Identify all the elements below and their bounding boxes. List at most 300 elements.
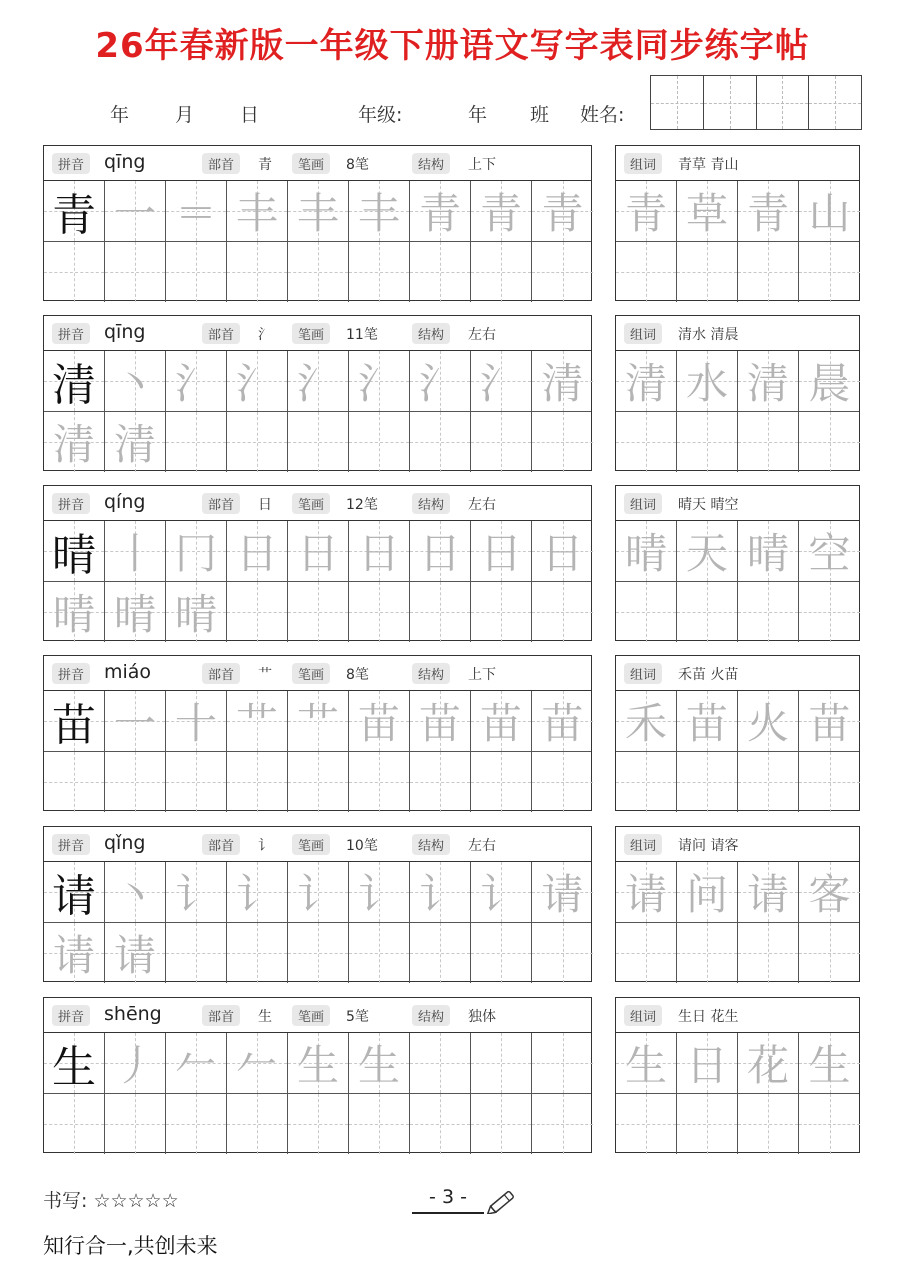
writing-cell[interactable] [105, 691, 166, 751]
writing-cell[interactable] [349, 923, 410, 983]
words-label: 组词 [624, 834, 662, 855]
name-label: 姓名: [580, 104, 625, 126]
word-writing-cell[interactable] [616, 412, 677, 472]
word-writing-row [616, 412, 859, 472]
word-writing-cell[interactable] [799, 923, 860, 983]
word-writing-cell[interactable] [616, 1094, 677, 1154]
word-writing-cell[interactable] [616, 923, 677, 983]
writing-grid [44, 1033, 591, 1154]
word-trace-character: 空 [808, 529, 851, 578]
writing-cell[interactable] [410, 691, 471, 751]
trace-character [532, 1033, 593, 1093]
motto-text: 知行合一,共创未来 [43, 1234, 218, 1258]
radical-label: 部首 [202, 663, 240, 684]
trace-character [44, 242, 104, 302]
word-writing-row [616, 582, 859, 642]
writing-cell[interactable] [44, 923, 105, 983]
structure-label: 结构 [412, 834, 450, 855]
writing-cell[interactable] [44, 752, 105, 812]
word-trace-character: 苗 [808, 699, 851, 748]
writing-cell[interactable] [44, 1033, 105, 1093]
character-info-bar [44, 656, 591, 691]
word-trace-character: 天 [685, 529, 728, 578]
pinyin-label: 拼音 [52, 834, 90, 855]
writing-cell[interactable] [471, 521, 532, 581]
writing-cell[interactable] [471, 242, 532, 302]
word-writing-cell[interactable] [677, 1094, 738, 1154]
word-trace-character: 花 [746, 1041, 789, 1090]
main-character: 青 [52, 190, 96, 241]
word-writing-cell[interactable] [738, 1033, 799, 1093]
structure-label: 结构 [412, 153, 450, 174]
name-cell[interactable] [651, 76, 704, 129]
word-trace-character: 清 [746, 359, 789, 408]
writing-cell[interactable] [227, 923, 288, 983]
word-writing-cell[interactable] [799, 1033, 860, 1093]
trace-character [288, 752, 348, 812]
word-writing-cell[interactable] [677, 351, 738, 411]
writing-cell[interactable] [227, 582, 288, 642]
word-writing-cell[interactable] [616, 862, 677, 922]
word-writing-cell[interactable] [738, 1094, 799, 1154]
writing-cell[interactable] [227, 1033, 288, 1093]
trace-character [410, 1094, 470, 1154]
trace-character: 青 [418, 189, 461, 238]
writing-cell[interactable] [532, 412, 593, 472]
word-trace-character: 请 [624, 870, 667, 919]
trace-character: 氵 [357, 359, 400, 408]
writing-cell[interactable] [44, 691, 105, 751]
trace-character: 生 [357, 1041, 400, 1090]
writing-cell[interactable] [532, 582, 593, 642]
strokes-value: 5笔 [346, 1009, 369, 1025]
writing-cell[interactable] [227, 691, 288, 751]
trace-character: 丰 [296, 189, 339, 238]
writing-cell[interactable] [349, 862, 410, 922]
writing-grid [44, 691, 591, 812]
strokes-value: 8笔 [346, 667, 369, 683]
strokes-value: 10笔 [346, 838, 378, 854]
writing-cell[interactable] [105, 1033, 166, 1093]
writing-cell[interactable] [44, 242, 105, 302]
writing-cell[interactable] [105, 862, 166, 922]
writing-row [44, 412, 591, 472]
writing-cell[interactable] [288, 181, 349, 241]
trace-character [471, 242, 531, 302]
writing-cell[interactable] [410, 1033, 471, 1093]
writing-cell[interactable] [349, 1094, 410, 1154]
character-info-bar [44, 486, 591, 521]
word-writing-cell[interactable] [616, 351, 677, 411]
writing-cell[interactable] [471, 752, 532, 812]
words-value: 晴天 晴空 [678, 497, 739, 513]
writing-row [44, 351, 591, 412]
writing-row [44, 242, 591, 302]
pinyin-value: shēng [104, 1003, 162, 1025]
pinyin-value: qīng [104, 321, 146, 343]
word-trace-character: 生 [624, 1041, 667, 1090]
name-grid[interactable] [650, 75, 862, 130]
word-writing-cell[interactable] [799, 582, 860, 642]
radical-label: 部首 [202, 1005, 240, 1026]
writing-cell[interactable] [227, 412, 288, 472]
writing-cell[interactable] [349, 412, 410, 472]
word-grid [616, 181, 859, 302]
radical-value: 日 [258, 497, 272, 513]
word-grid [616, 351, 859, 472]
radical-value: 生 [258, 1009, 272, 1025]
radical-label: 部首 [202, 323, 240, 344]
word-writing-cell[interactable] [799, 351, 860, 411]
word-writing-row [616, 862, 859, 923]
word-writing-cell[interactable] [799, 691, 860, 751]
word-trace-character: 草 [685, 189, 728, 238]
pinyin-value: qǐng [104, 832, 146, 854]
writing-cell[interactable] [105, 923, 166, 983]
writing-cell[interactable] [227, 351, 288, 411]
word-writing-cell[interactable] [738, 242, 799, 302]
word-writing-cell[interactable] [738, 862, 799, 922]
writing-cell[interactable] [105, 181, 166, 241]
word-writing-row [616, 521, 859, 582]
word-writing-cell[interactable] [677, 691, 738, 751]
writing-cell[interactable] [227, 752, 288, 812]
trace-character [44, 752, 104, 812]
word-writing-cell[interactable] [677, 242, 738, 302]
writing-cell[interactable] [227, 181, 288, 241]
radical-value: 讠 [258, 838, 272, 854]
trace-character: 讠 [235, 870, 278, 919]
writing-cell[interactable] [410, 521, 471, 581]
word-writing-cell[interactable] [799, 862, 860, 922]
trace-character [349, 1094, 409, 1154]
trace-character [410, 1033, 470, 1093]
writing-cell[interactable] [44, 181, 105, 241]
writing-cell[interactable] [288, 752, 349, 812]
writing-row [44, 752, 591, 812]
writing-cell[interactable] [44, 862, 105, 922]
writing-cell[interactable] [105, 1094, 166, 1154]
writing-cell[interactable] [532, 351, 593, 411]
word-writing-cell[interactable] [677, 412, 738, 472]
word-trace-character: 火 [746, 699, 789, 748]
trace-character [105, 752, 165, 812]
writing-cell[interactable] [471, 1033, 532, 1093]
word-trace-character: 苗 [685, 699, 728, 748]
writing-cell[interactable] [410, 862, 471, 922]
word-writing-cell[interactable] [677, 862, 738, 922]
trace-character [227, 242, 287, 302]
word-info-bar [616, 656, 859, 691]
trace-character [227, 412, 287, 472]
writing-cell[interactable] [227, 862, 288, 922]
writing-cell[interactable] [105, 351, 166, 411]
trace-character [166, 1094, 226, 1154]
writing-cell[interactable] [288, 521, 349, 581]
trace-character: 日 [418, 529, 461, 578]
writing-cell[interactable] [532, 923, 593, 983]
writing-cell[interactable] [44, 582, 105, 642]
writing-cell[interactable] [471, 582, 532, 642]
trace-character [288, 582, 348, 642]
word-writing-cell[interactable] [616, 582, 677, 642]
trace-character: 丿 [113, 1041, 156, 1090]
trace-character: 晴 [52, 590, 95, 639]
structure-value: 左右 [468, 327, 496, 343]
word-writing-cell[interactable] [799, 752, 860, 812]
grade-year-label: 年 [468, 104, 488, 126]
writing-cell[interactable] [349, 582, 410, 642]
trace-character [349, 242, 409, 302]
writing-cell[interactable] [349, 1033, 410, 1093]
word-trace-character: 晴 [624, 529, 667, 578]
word-writing-cell[interactable] [738, 752, 799, 812]
writing-row [44, 691, 591, 752]
writing-cell[interactable] [349, 181, 410, 241]
word-writing-cell[interactable] [738, 923, 799, 983]
word-writing-cell[interactable] [677, 923, 738, 983]
writing-cell[interactable] [166, 923, 227, 983]
trace-character: 清 [52, 420, 95, 469]
writing-cell[interactable] [288, 1033, 349, 1093]
writing-row [44, 1094, 591, 1154]
trace-character: 讠 [357, 870, 400, 919]
trace-character [471, 412, 531, 472]
writing-cell[interactable] [44, 412, 105, 472]
word-writing-cell[interactable] [799, 181, 860, 241]
character-practice-box [43, 655, 592, 811]
word-writing-row [616, 691, 859, 752]
writing-cell[interactable] [227, 1094, 288, 1154]
word-writing-cell[interactable] [799, 242, 860, 302]
writing-cell[interactable] [349, 242, 410, 302]
year-label: 年 [110, 104, 130, 126]
structure-value: 左右 [468, 838, 496, 854]
writing-cell[interactable] [471, 691, 532, 751]
character-practice-box [43, 826, 592, 982]
strokes-value: 11笔 [346, 327, 378, 343]
writing-cell[interactable] [349, 691, 410, 751]
trace-character: 晴 [113, 590, 156, 639]
word-trace-character: 禾 [624, 699, 667, 748]
writing-cell[interactable] [410, 242, 471, 302]
writing-cell[interactable] [471, 412, 532, 472]
trace-character [288, 923, 348, 983]
writing-cell[interactable] [288, 923, 349, 983]
writing-cell[interactable] [532, 181, 593, 241]
writing-cell[interactable] [410, 351, 471, 411]
writing-cell[interactable] [471, 1094, 532, 1154]
word-writing-cell[interactable] [799, 1094, 860, 1154]
writing-row [44, 923, 591, 983]
trace-character: 氵 [296, 359, 339, 408]
trace-character [349, 752, 409, 812]
word-trace-character: 水 [685, 359, 728, 408]
writing-cell[interactable] [349, 521, 410, 581]
word-grid [616, 862, 859, 983]
trace-character: 𠂉 [174, 1041, 217, 1090]
strokes-value: 8笔 [346, 157, 369, 173]
writing-cell[interactable] [227, 521, 288, 581]
writing-cell[interactable] [288, 582, 349, 642]
writing-cell[interactable] [471, 351, 532, 411]
name-cell[interactable] [809, 76, 861, 129]
writing-cell[interactable] [105, 752, 166, 812]
word-writing-cell[interactable] [616, 1033, 677, 1093]
word-writing-row [616, 752, 859, 812]
writing-cell[interactable] [410, 181, 471, 241]
writing-cell[interactable] [166, 412, 227, 472]
writing-cell[interactable] [532, 242, 593, 302]
writing-cell[interactable] [227, 242, 288, 302]
word-writing-cell[interactable] [799, 412, 860, 472]
writing-cell[interactable] [288, 862, 349, 922]
writing-cell[interactable] [166, 1033, 227, 1093]
trace-character: 艹 [296, 699, 339, 748]
trace-character [471, 1033, 531, 1093]
writing-cell[interactable] [166, 582, 227, 642]
writing-cell[interactable] [410, 923, 471, 983]
word-practice-box [615, 826, 860, 982]
writing-cell[interactable] [288, 1094, 349, 1154]
character-info-bar [44, 316, 591, 351]
writing-cell[interactable] [532, 862, 593, 922]
word-writing-cell[interactable] [616, 181, 677, 241]
word-writing-cell[interactable] [616, 242, 677, 302]
writing-cell[interactable] [105, 521, 166, 581]
word-practice-box [615, 145, 860, 301]
writing-cell[interactable] [532, 752, 593, 812]
writing-cell[interactable] [166, 521, 227, 581]
word-trace-character: 晴 [746, 529, 789, 578]
word-trace-character: 日 [685, 1041, 728, 1090]
trace-character: 日 [357, 529, 400, 578]
writing-grid [44, 521, 591, 642]
word-writing-cell[interactable] [738, 412, 799, 472]
word-writing-cell[interactable] [738, 351, 799, 411]
character-practice-box [43, 485, 592, 641]
structure-value: 独体 [468, 1009, 496, 1025]
character-info-bar [44, 146, 591, 181]
words-label: 组词 [624, 493, 662, 514]
trace-character: 一 [113, 189, 156, 238]
word-writing-cell[interactable] [616, 521, 677, 581]
strokes-label: 笔画 [292, 323, 330, 344]
writing-cell[interactable] [349, 752, 410, 812]
word-writing-cell[interactable] [799, 521, 860, 581]
writing-cell[interactable] [44, 1094, 105, 1154]
word-writing-cell[interactable] [738, 582, 799, 642]
name-cell[interactable] [757, 76, 810, 129]
trace-character: 十 [174, 699, 217, 748]
writing-cell[interactable] [288, 242, 349, 302]
word-practice-box [615, 315, 860, 471]
words-label: 组词 [624, 663, 662, 684]
pinyin-label: 拼音 [52, 1005, 90, 1026]
word-grid [616, 691, 859, 812]
trace-character: 讠 [479, 870, 522, 919]
writing-cell[interactable] [532, 1094, 593, 1154]
main-character: 请 [52, 871, 96, 922]
writing-cell[interactable] [105, 412, 166, 472]
trace-character [227, 582, 287, 642]
word-trace-character: 青 [746, 189, 789, 238]
writing-cell[interactable] [471, 862, 532, 922]
trace-character: 苗 [418, 699, 461, 748]
writing-cell[interactable] [532, 1033, 593, 1093]
writing-cell[interactable] [532, 691, 593, 751]
word-writing-cell[interactable] [677, 582, 738, 642]
word-writing-cell[interactable] [677, 1033, 738, 1093]
word-writing-cell[interactable] [738, 691, 799, 751]
words-value: 禾苗 火苗 [678, 667, 739, 683]
writing-cell[interactable] [44, 351, 105, 411]
trace-character: 丰 [357, 189, 400, 238]
trace-character [471, 1094, 531, 1154]
writing-cell[interactable] [288, 351, 349, 411]
writing-cell[interactable] [410, 1094, 471, 1154]
writing-cell[interactable] [166, 1094, 227, 1154]
writing-cell[interactable] [410, 582, 471, 642]
writing-cell[interactable] [166, 181, 227, 241]
writing-row [44, 181, 591, 242]
word-writing-cell[interactable] [677, 521, 738, 581]
writing-cell[interactable] [410, 412, 471, 472]
word-writing-cell[interactable] [738, 181, 799, 241]
writing-cell[interactable] [166, 752, 227, 812]
writing-cell[interactable] [166, 242, 227, 302]
structure-label: 结构 [412, 663, 450, 684]
word-writing-cell[interactable] [616, 752, 677, 812]
writing-cell[interactable] [349, 351, 410, 411]
writing-cell[interactable] [166, 691, 227, 751]
writing-cell[interactable] [166, 862, 227, 922]
character-block [43, 315, 860, 473]
writing-cell[interactable] [471, 181, 532, 241]
character-block [43, 145, 860, 303]
word-trace-character: 清 [624, 359, 667, 408]
radical-label: 部首 [202, 493, 240, 514]
writing-cell[interactable] [105, 242, 166, 302]
trace-character [410, 582, 470, 642]
word-writing-cell[interactable] [616, 691, 677, 751]
writing-row [44, 862, 591, 923]
trace-character [349, 582, 409, 642]
character-block [43, 655, 860, 813]
main-character: 生 [52, 1042, 96, 1093]
main-character: 清 [52, 360, 96, 411]
grade-label: 年级: [358, 104, 403, 126]
writing-cell[interactable] [105, 582, 166, 642]
writing-cell[interactable] [166, 351, 227, 411]
writing-cell[interactable] [532, 521, 593, 581]
writing-cell[interactable] [288, 691, 349, 751]
name-cell[interactable] [704, 76, 757, 129]
pinyin-label: 拼音 [52, 663, 90, 684]
word-writing-cell[interactable] [677, 752, 738, 812]
word-writing-cell[interactable] [677, 181, 738, 241]
writing-cell[interactable] [410, 752, 471, 812]
word-writing-row [616, 181, 859, 242]
writing-cell[interactable] [44, 521, 105, 581]
radical-label: 部首 [202, 834, 240, 855]
word-writing-cell[interactable] [738, 521, 799, 581]
writing-cell[interactable] [288, 412, 349, 472]
writing-cell[interactable] [471, 923, 532, 983]
trace-character: 请 [541, 870, 584, 919]
trace-character: 日 [235, 529, 278, 578]
trace-character: 苗 [479, 699, 522, 748]
